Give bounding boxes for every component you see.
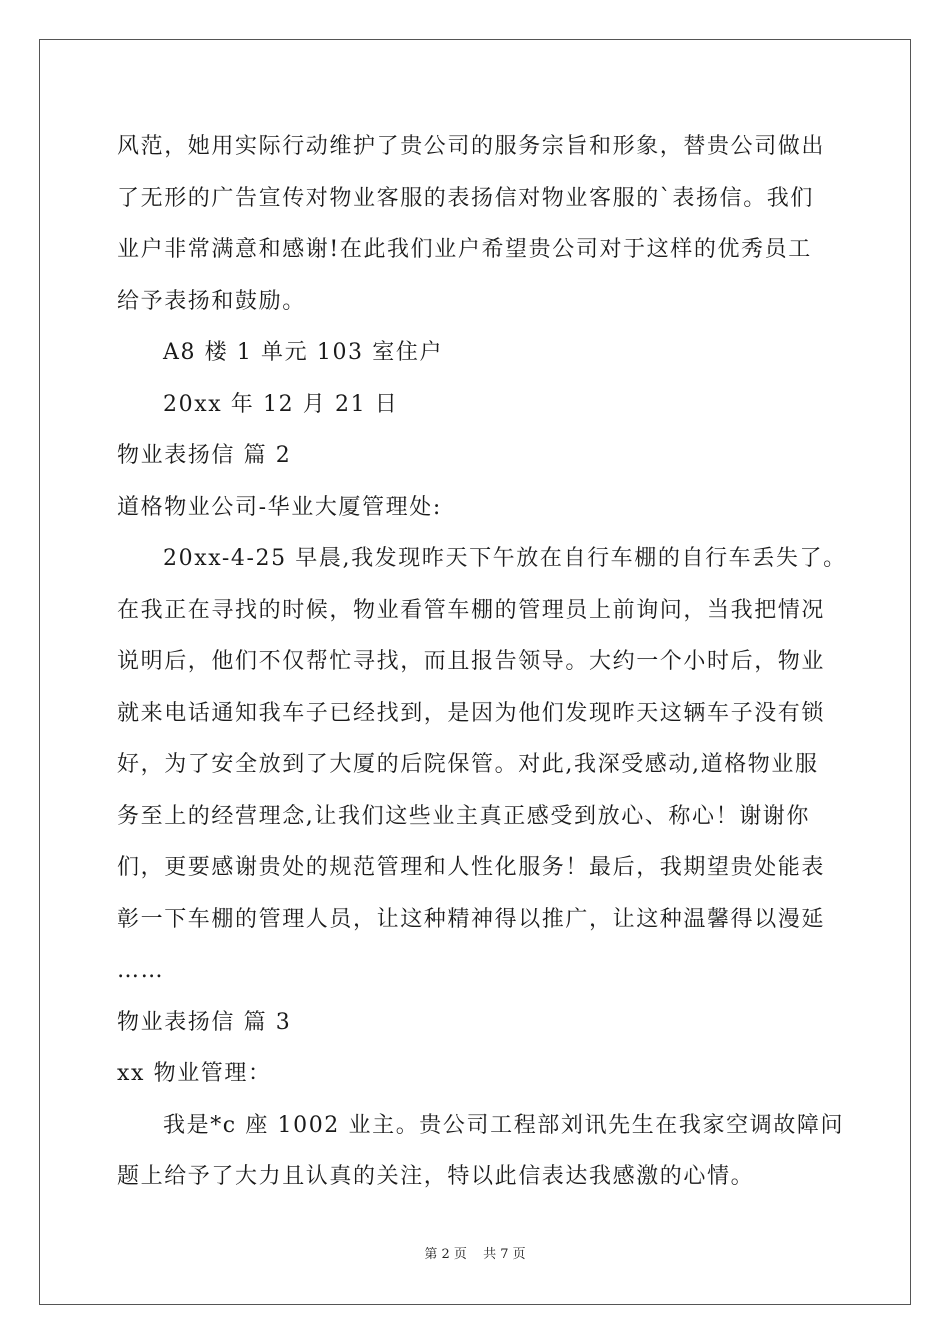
- text-line: 了无形的广告宣传对物业客服的表扬信对物业客服的`表扬信。我们: [117, 185, 815, 211]
- text-line: 给予表扬和鼓励。: [117, 288, 306, 314]
- text-line: 风范，她用实际行动维护了贵公司的服务宗旨和形象，替贵公司做出: [117, 134, 826, 159]
- text-line: 好，为了安全放到了大厦的后院保管。对此,我深受感动,道格物业服: [117, 752, 819, 777]
- section-heading: 物业表扬信 篇 2: [117, 443, 292, 468]
- text-line: 彰一下车棚的管理人员，让这种精神得以推广，让这种温馨得以漫延: [117, 906, 826, 932]
- signature-resident: A8 楼 1 单元 103 室住户: [163, 340, 444, 365]
- text-line: 业户非常满意和感谢!在此我们业户希望贵公司对于这样的优秀员工: [117, 237, 812, 262]
- text-line: 务至上的经营理念,让我们这些业主真正感受到放心、称心！谢谢你: [117, 803, 810, 829]
- text-line: 在我正在寻找的时候，物业看管车棚的管理员上前询问，当我把情况: [117, 597, 826, 623]
- page-number: 第 2 页: [424, 1247, 467, 1262]
- signature-date: 20xx 年 12 月 21 日: [163, 391, 399, 417]
- salutation: 道格物业公司-华业大厦管理处:: [117, 494, 442, 520]
- ellipsis: ……: [117, 958, 165, 983]
- document-body: [117, 128, 847, 1210]
- text-line: 们，更要感谢贵处的规范管理和人性化服务！最后，我期望贵处能表: [117, 855, 826, 880]
- text-line: 就来电话通知我车子已经找到，是因为他们发现昨天这辆车子没有锁: [117, 700, 826, 726]
- page-footer: [0, 1246, 950, 1264]
- text-line: 20xx-4-25 早晨,我发现昨天下午放在自行车棚的自行车丢失了。: [163, 546, 847, 571]
- text-line: 我是*c 座 1002 业主。贵公司工程部刘讯先生在我家空调故障问: [163, 1112, 845, 1138]
- section-heading: 物业表扬信 篇 3: [117, 1009, 292, 1035]
- text-line: 说明后，他们不仅帮忙寻找，而且报告领导。大约一个小时后，物业: [117, 649, 826, 674]
- page-total: 共 7 页: [483, 1247, 526, 1262]
- text-line: 题上给予了大力且认真的关注，特以此信表达我感激的心情。: [117, 1164, 755, 1189]
- salutation: xx 物业管理：: [117, 1061, 272, 1086]
